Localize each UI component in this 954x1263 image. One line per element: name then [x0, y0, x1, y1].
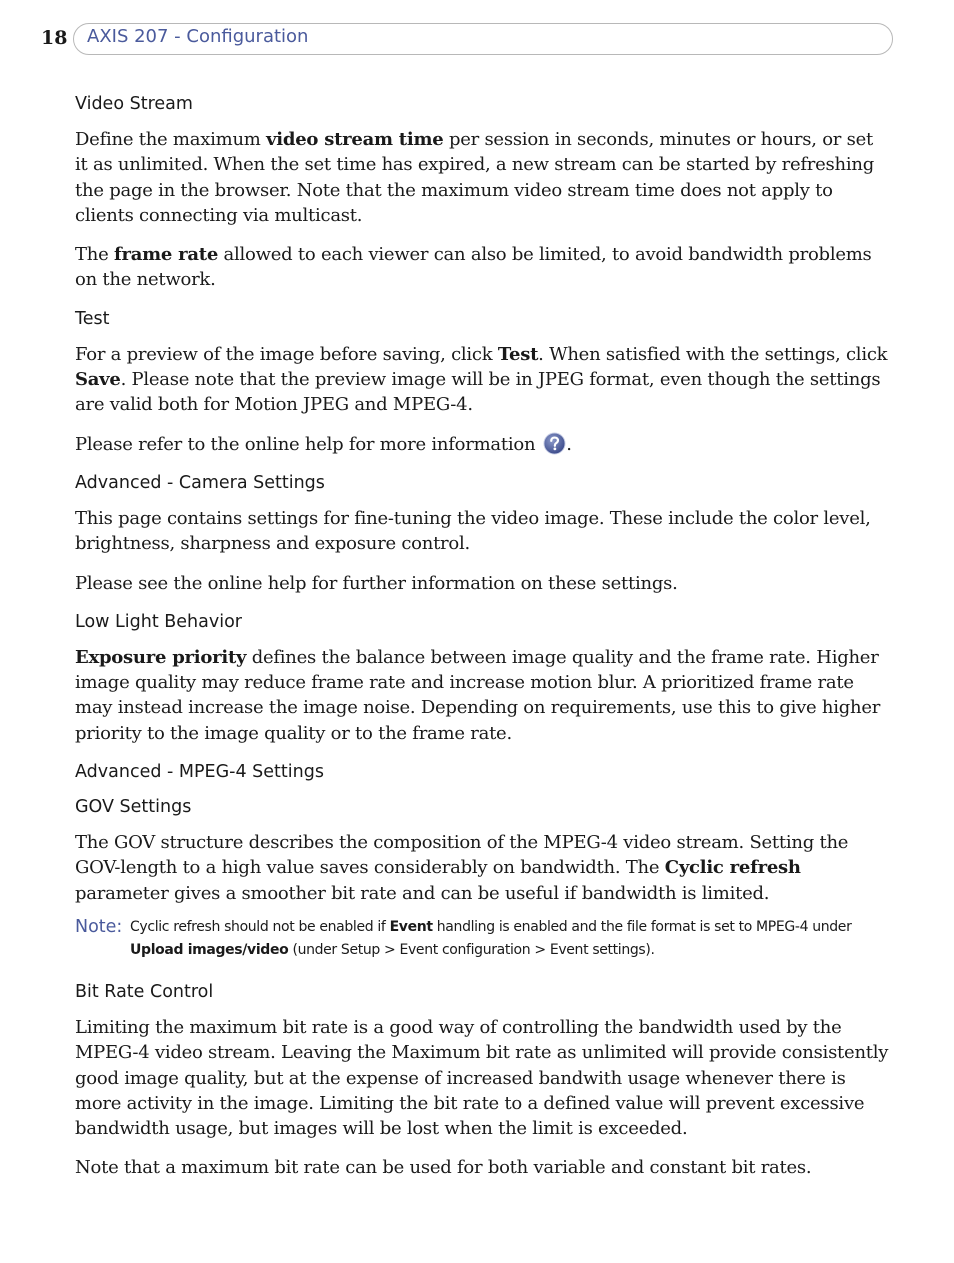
- note-box: [75, 916, 889, 962]
- note-label: Note:: [75, 916, 123, 937]
- camera-settings-paragraph-2: Please see the online help for further information on these settings.: [75, 572, 678, 594]
- header-title: AXIS 207 - Configuration: [87, 26, 309, 47]
- video-stream-paragraph-1: [75, 127, 889, 228]
- heading-test: Test: [75, 308, 110, 329]
- text: Cyclic refresh should not be enabled if: [130, 918, 390, 935]
- help-question-icon: [543, 432, 566, 455]
- term-save: Save: [75, 369, 121, 391]
- note-text: [130, 916, 889, 962]
- text: Please refer to the online help for more information: [75, 433, 536, 455]
- text: (under Setup > Event configuration > Event settings).: [288, 941, 655, 958]
- page-number: 18: [41, 27, 68, 49]
- text: . When satisfied with the settings, click: [538, 343, 888, 365]
- term-upload-images-video: Upload images/video: [130, 941, 289, 958]
- camera-settings-paragraph-1: This page contains settings for fine-tuning the video image. These include the color level, brightness, sharpness and exposure control.: [75, 507, 871, 555]
- term-exposure-priority: Exposure priority: [75, 646, 247, 668]
- term-frame-rate: frame rate: [113, 244, 219, 266]
- text: For a preview of the image before saving, click: [75, 343, 498, 365]
- text: parameter gives a smoother bit rate and can be useful if bandwidth is limited.: [75, 882, 770, 904]
- gov-paragraph: [75, 830, 889, 906]
- term-video-stream-time: video stream time: [266, 129, 444, 150]
- term-cyclic-refresh: Cyclic refresh: [664, 857, 801, 879]
- page-content: [75, 92, 889, 1195]
- test-paragraph-2: [75, 432, 889, 457]
- text: Define the maximum: [75, 129, 267, 150]
- video-stream-paragraph-2: [75, 242, 889, 293]
- page-header: [73, 23, 893, 55]
- text: per session in seconds, minutes or hours, or set it as unlimited. When the set time has expired, a new stream can be started by refreshing the page in the browser. Note that the maximum video stream time does not apply to clients connecting via multicast.: [75, 129, 874, 226]
- text: defines the balance between image quality and the frame rate. Higher image quality may reduce frame rate and increase motion blur. A prioritized frame rate may instead increase the image noise. Depending on requirements, use this to give higher priority to the image quality or to the frame rate.: [75, 646, 881, 744]
- text: handling is enabled and the file format is set to MPEG-4 under: [432, 918, 852, 935]
- heading-low-light: Low Light Behavior: [75, 611, 242, 632]
- heading-bit-rate-control: Bit Rate Control: [75, 981, 214, 1002]
- text: The: [75, 244, 114, 266]
- test-paragraph-1: [75, 342, 889, 418]
- text: allowed to each viewer can also be limited, to avoid bandwidth problems on the network.: [75, 244, 872, 291]
- term-event: Event: [389, 918, 433, 935]
- heading-video-stream: Video Stream: [75, 94, 193, 114]
- heading-camera-settings: Advanced - Camera Settings: [75, 472, 325, 493]
- low-light-paragraph: [75, 645, 889, 746]
- term-test: Test: [497, 343, 539, 365]
- bit-rate-paragraph-2: Note that a maximum bit rate can be used for both variable and constant bit rates.: [75, 1157, 812, 1179]
- text: The GOV structure describes the composition of the MPEG-4 video stream. Setting the GOV-length to a high value saves considerably on bandwidth. The: [75, 832, 849, 879]
- text: . Please note that the preview image will be in JPEG format, even though the settings are valid both for Motion JPEG and MPEG-4.: [75, 369, 881, 416]
- heading-mpeg4-settings: Advanced - MPEG-4 Settings: [75, 762, 324, 783]
- bit-rate-paragraph-1: Limiting the maximum bit rate is a good way of controlling the bandwidth used by the MPEG-4 video stream. Leaving the Maximum bit rate as unlimited will provide consistently good image quality, but at the expense of increased bandwith usage whenever there is more activity in the image. Limiting the bit rate to a defined value will prevent excessive bandwidth usage, but images will be lost when the limit is exceeded.: [75, 1016, 889, 1140]
- heading-gov-settings: GOV Settings: [75, 797, 192, 818]
- text: .: [566, 433, 572, 455]
